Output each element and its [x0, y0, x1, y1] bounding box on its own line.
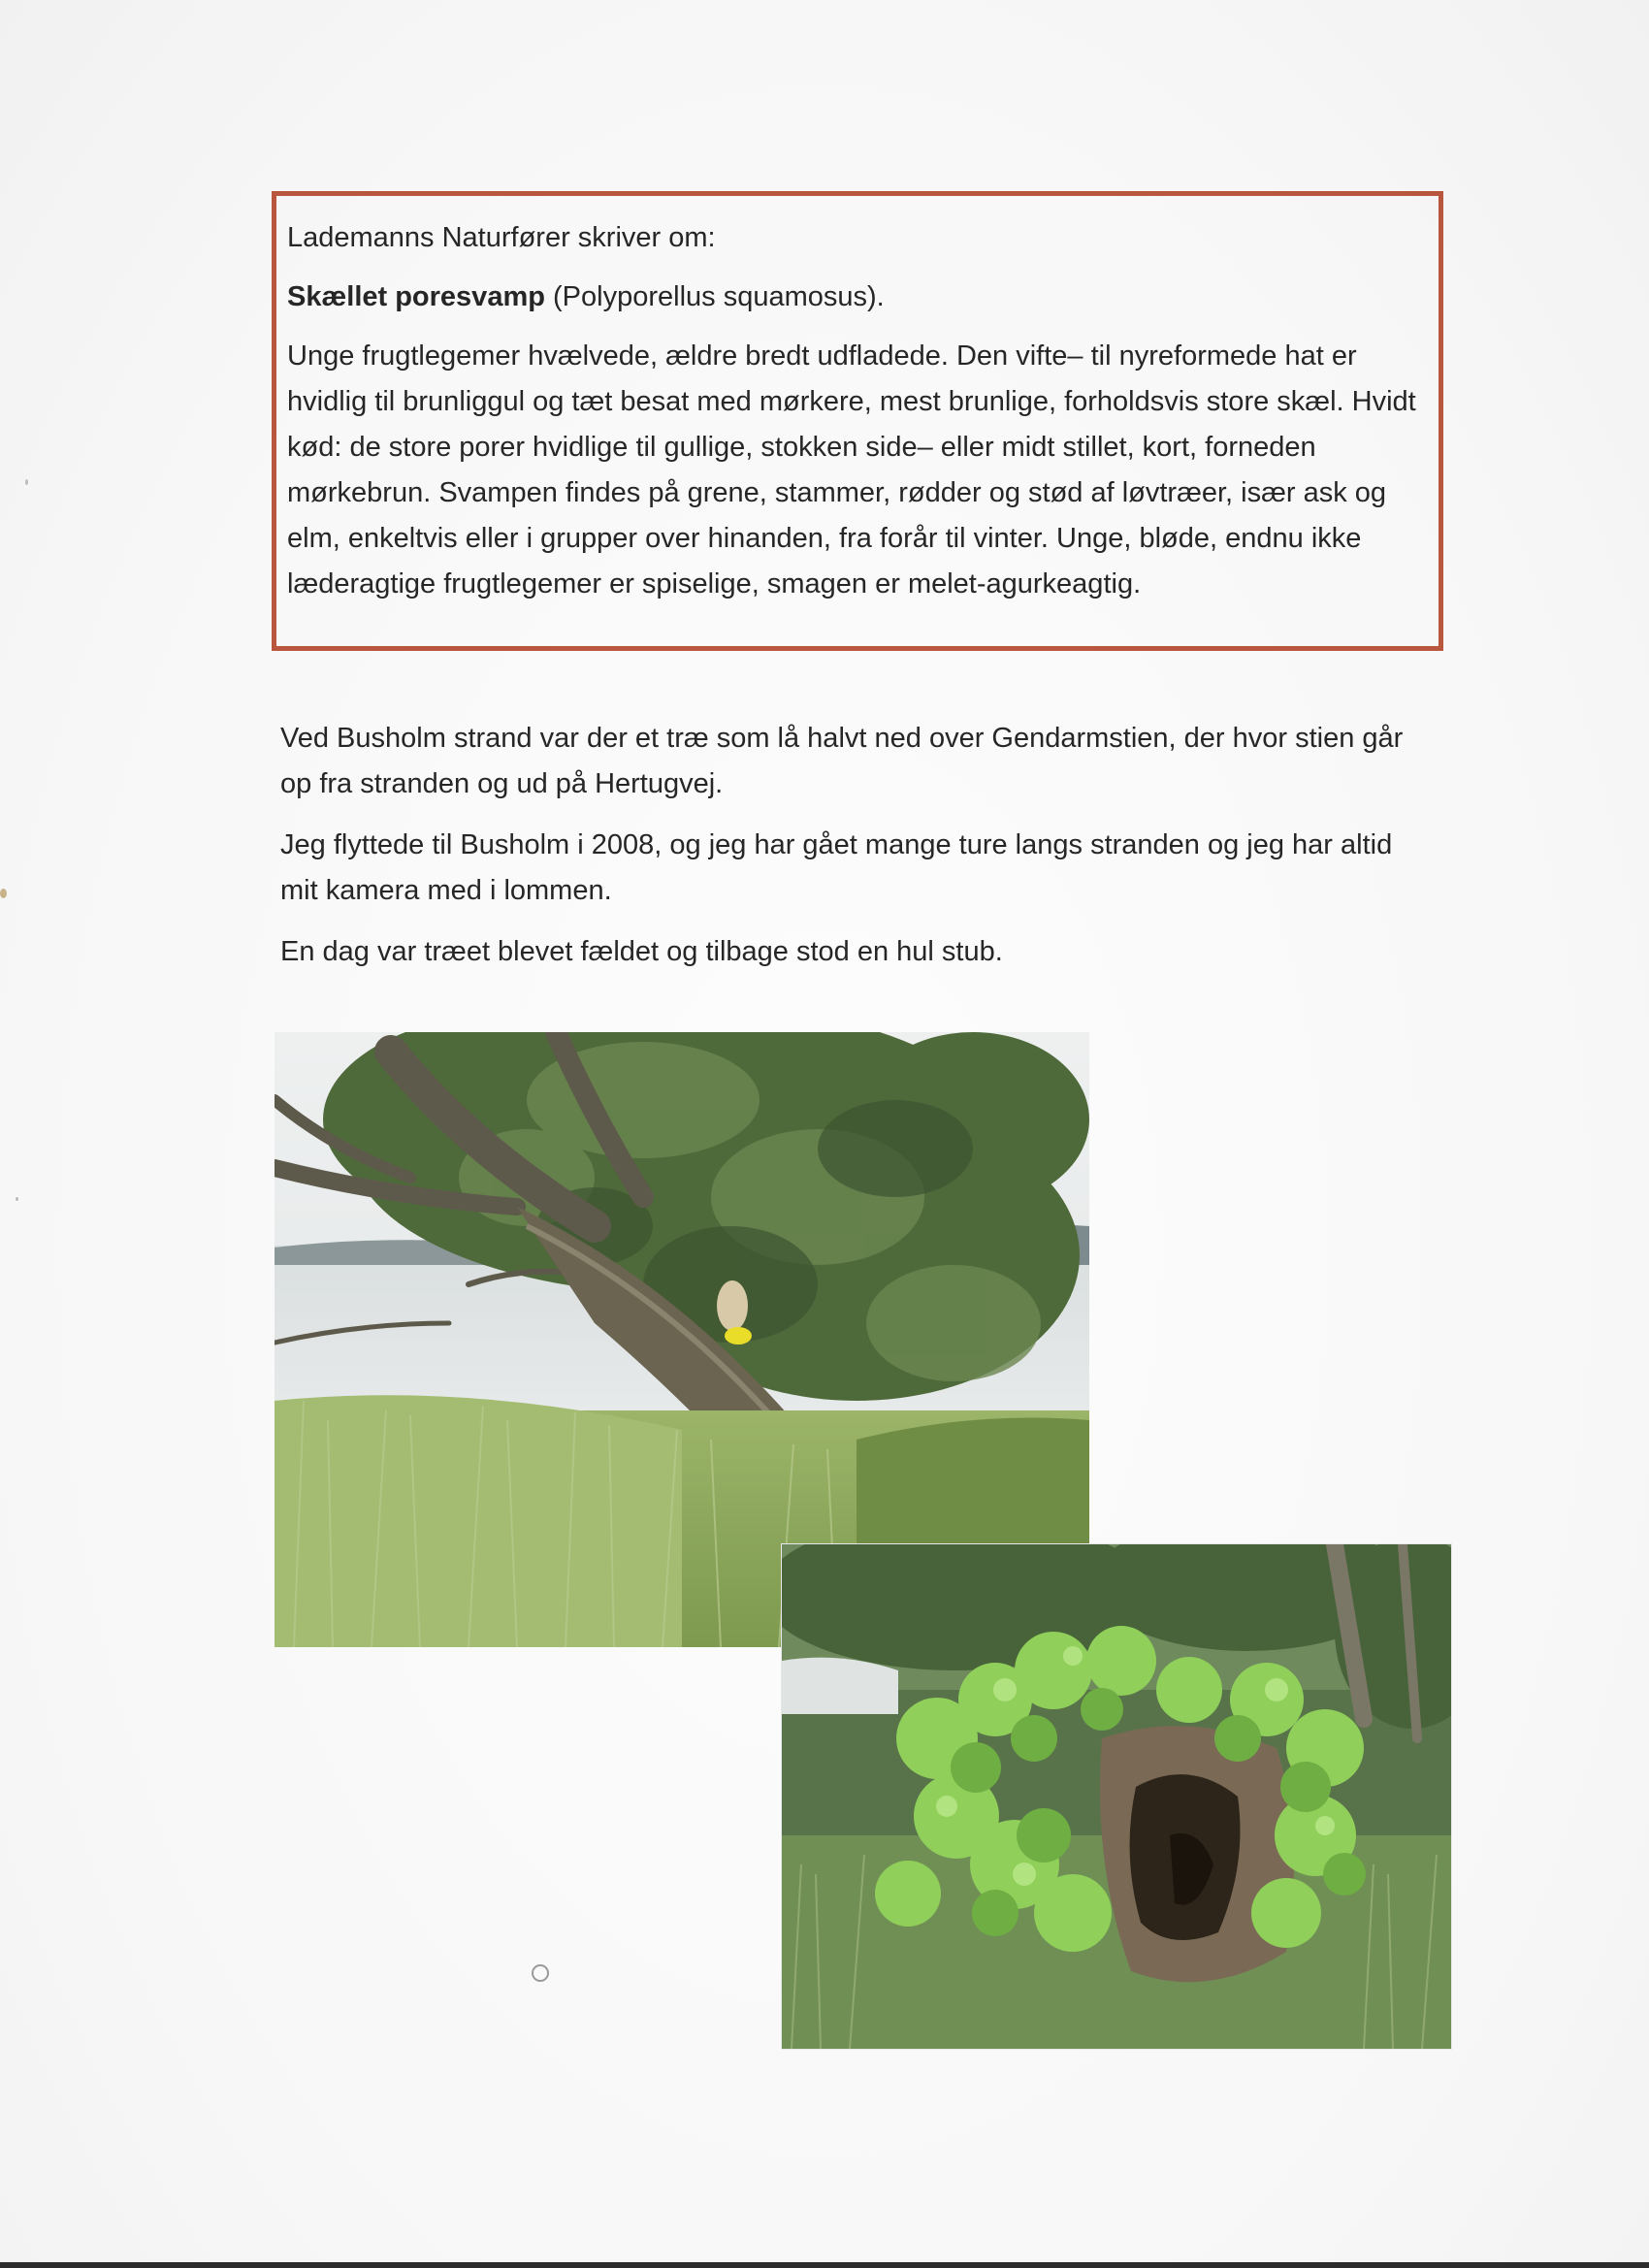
hollow-stump-photo	[782, 1544, 1451, 2049]
scan-mark-ring	[532, 1964, 549, 1982]
story-paragraph-3: En dag var træet blevet fældet og tilbage stod en hul stub.	[280, 936, 1003, 967]
story-text	[280, 716, 1425, 990]
scan-mark-dot	[16, 1197, 18, 1201]
scan-bottom-edge	[0, 2262, 1649, 2268]
hollow-stump-illustration	[782, 1544, 1451, 2049]
story-paragraph-1: Ved Busholm strand var der et træ som lå halvt ned over Gendarmstien, der hvor stien går op fra stranden og ud på Hertugvej.	[280, 723, 1404, 799]
fungus-info-box	[272, 191, 1443, 651]
species-latin-name: (Polyporellus squamosus).	[544, 281, 885, 312]
species-name: Skællet poresvamp	[287, 281, 545, 312]
species-description: Unge frugtlegemer hvælvede, ældre bredt udfladede. Den vifte– til nyreformede hat er hvidlig til brunliggul og tæt besat med mørkere, mest brunlige, forholdsvis store skæl. Hvidt kød: de store porer hvidlige til gullige, stokken side– eller midt stillet, kort, forneden mørkebrun. Svampen findes på grene, stammer, rødder og stød af løvtræer, især ask og elm, enkeltvis eller i grupper over hinanden, fra forår til vinter. Unge, bløde, endnu ikke læderagtige frugtlegemer er spiselige, smagen er melet-agurkeagtig.	[287, 340, 1416, 599]
species-line	[287, 275, 1439, 320]
scan-mark-dot	[0, 889, 7, 898]
story-paragraph-2: Jeg flyttede til Busholm i 2008, og jeg har gået mange ture langs stranden og jeg har altid mit kamera med i lommen.	[280, 829, 1393, 906]
intro-text: Lademanns Naturfører skriver om:	[287, 222, 716, 253]
scan-mark-dot	[25, 479, 28, 485]
